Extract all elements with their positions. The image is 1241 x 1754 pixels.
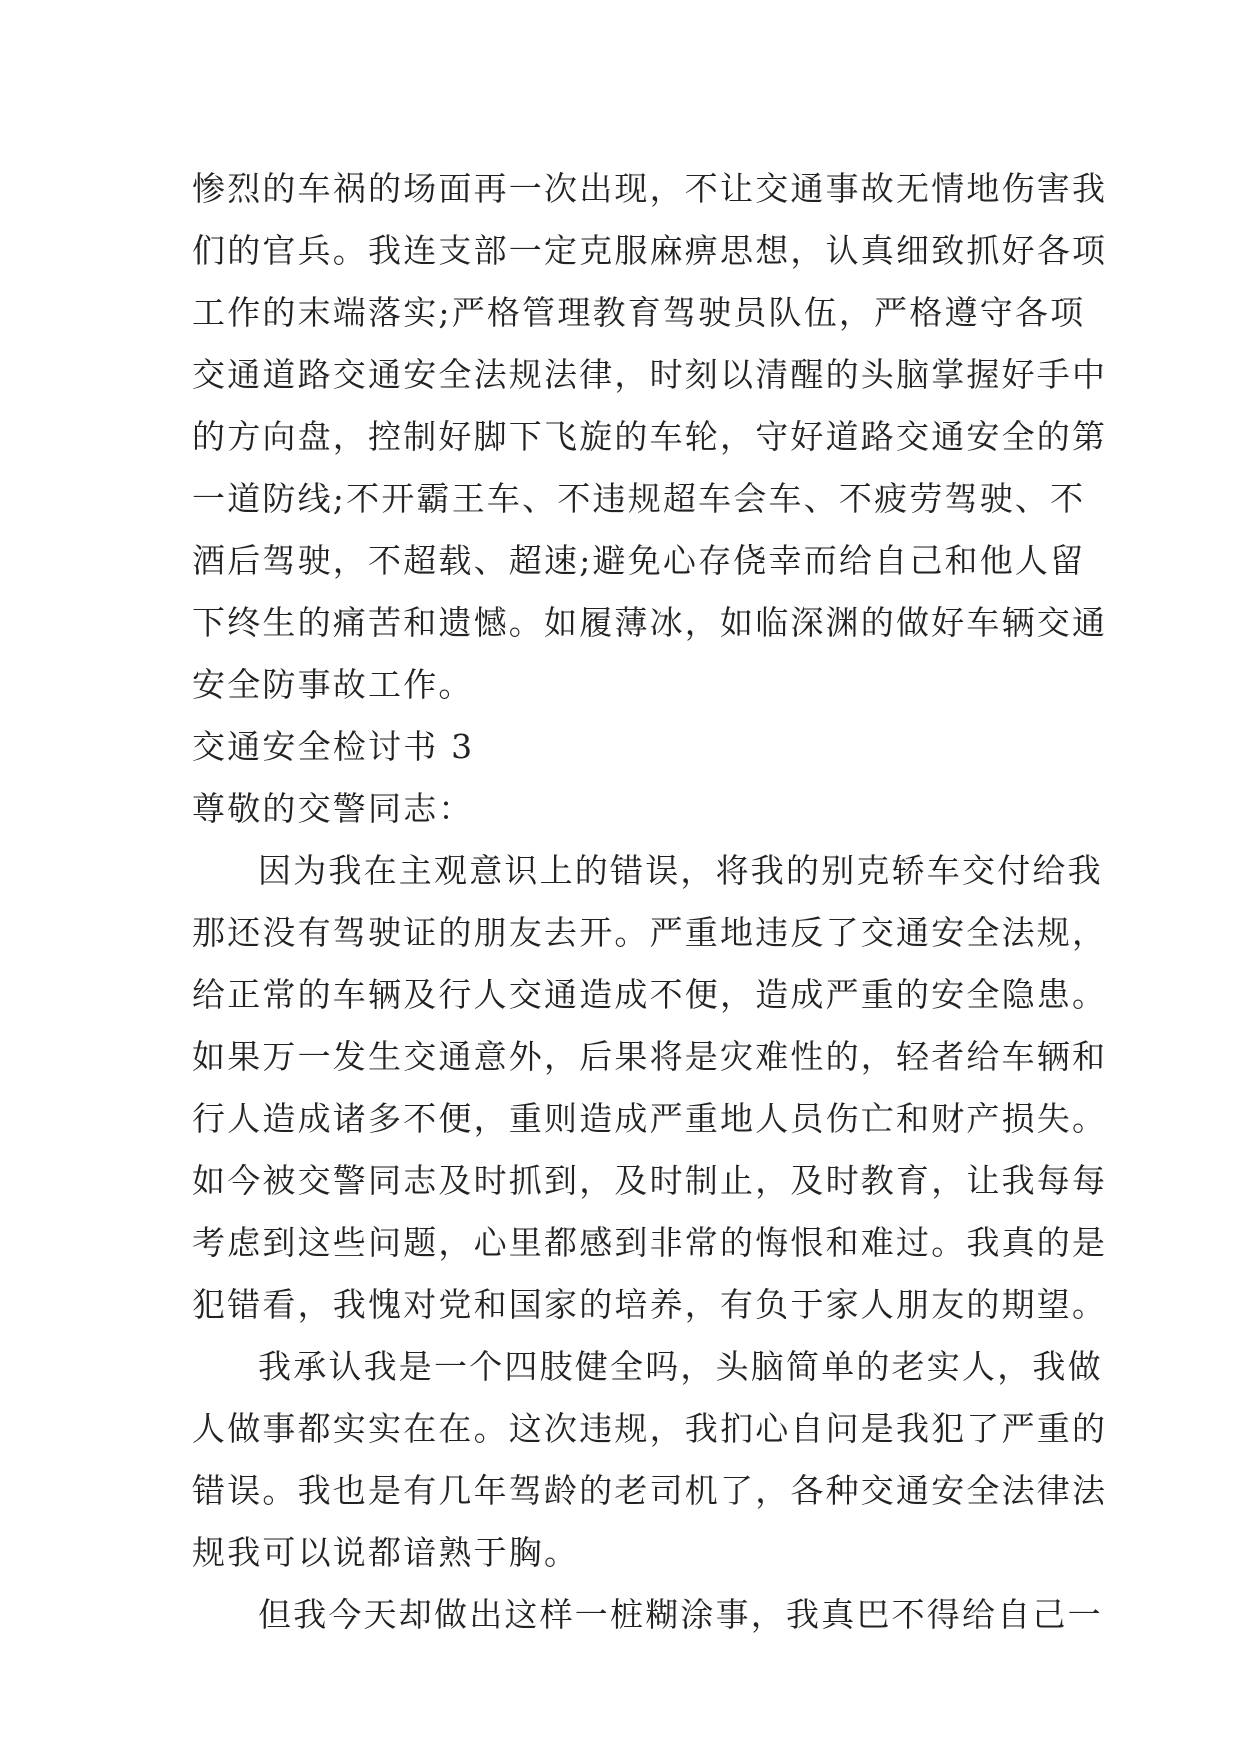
text-line: 如果万一发生交通意外，后果将是灾难性的，轻者给车辆和 [192,1037,1108,1076]
text-line: 如今被交警同志及时抓到，及时制止，及时教育，让我每每 [192,1161,1108,1200]
text-line: 给正常的车辆及行人交通造成不便，造成严重的安全隐患。 [192,975,1108,1014]
text-line: 们的官兵。我连支部一定克服麻痹思想，认真细致抓好各项 [192,231,1108,270]
text-line: 因为我在主观意识上的错误，将我的别克轿车交付给我 [258,851,1103,890]
text-line: 交通安全检讨书 3 [192,727,475,766]
text-line: 行人造成诸多不便，重则造成严重地人员伤亡和财产损失。 [192,1099,1108,1138]
text-line: 酒后驾驶，不超载、超速;避免心存侥幸而给自己和他人留 [192,541,1086,580]
text-line: 考虑到这些问题，心里都感到非常的悔恨和难过。我真的是 [192,1223,1108,1262]
text-line: 我承认我是一个四肢健全吗，头脑简单的老实人，我做 [258,1347,1103,1386]
text-line: 的方向盘，控制好脚下飞旋的车轮，守好道路交通安全的第 [192,417,1108,456]
text-line: 犯错看，我愧对党和国家的培养，有负于家人朋友的期望。 [192,1285,1108,1324]
document-body [192,158,1108,1646]
text-line: 一道防线;不开霸王车、不违规超车会车、不疲劳驾驶、不 [192,479,1086,518]
text-line: 安全防事故工作。 [192,665,474,704]
text-line: 人做事都实实在在。这次违规，我扪心自问是我犯了严重的 [192,1409,1108,1448]
text-line: 下终生的痛苦和遗憾。如履薄冰，如临深渊的做好车辆交通 [192,603,1108,642]
text-line: 工作的末端落实;严格管理教育驾驶员队伍，严格遵守各项 [192,293,1086,332]
text-line: 惨烈的车祸的场面再一次出现，不让交通事故无情地伤害我 [192,169,1108,208]
text-line: 交通道路交通安全法规法律，时刻以清醒的头脑掌握好手中 [192,355,1108,394]
text-line: 错误。我也是有几年驾龄的老司机了，各种交通安全法律法 [192,1471,1108,1510]
text-line: 规我可以说都谙熟于胸。 [192,1533,580,1572]
text-line: 但我今天却做出这样一桩糊涂事，我真巴不得给自己一 [258,1595,1103,1634]
text-line: 尊敬的交警同志： [192,789,474,828]
text-line: 那还没有驾驶证的朋友去开。严重地违反了交通安全法规， [192,913,1108,952]
